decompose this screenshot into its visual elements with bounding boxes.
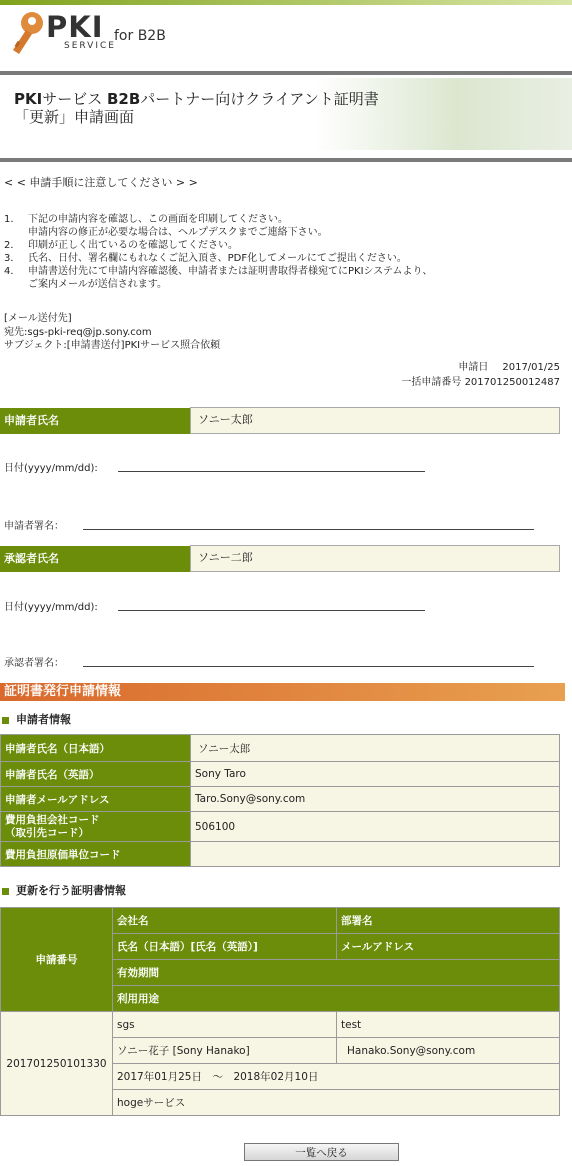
notice-heading: < < 申請手順に注意してください > > bbox=[4, 176, 198, 189]
step-text: 氏名、日付、署名欄にもれなくご記入頂き、PDF化してメールにてご提出ください。 bbox=[28, 253, 407, 264]
step-text: 印刷が正しく出ているのを確認してください。 bbox=[28, 240, 238, 251]
table-row bbox=[1, 812, 560, 842]
table-row bbox=[1, 842, 560, 867]
renew-info-heading: 更新を行う証明書情報 bbox=[2, 882, 126, 898]
approver-date-line bbox=[118, 609, 425, 611]
header-company: 会社名 bbox=[113, 908, 337, 934]
header-divider bbox=[0, 71, 572, 75]
step-text: ご案内メールが送信されます。 bbox=[28, 279, 167, 290]
mail-destination: [メール送付先] 宛先:sgs-pki-req@jp.sony.com サブジェクト:[申請書送付]PKIサービス照合依頼 bbox=[4, 313, 221, 351]
record-validity: 2017年01月25日 ～ 2018年02月10日 bbox=[113, 1064, 560, 1090]
title-divider bbox=[0, 158, 572, 162]
header-usage: 利用用途 bbox=[113, 986, 560, 1012]
batch-request-number: 201701250012487 bbox=[464, 377, 560, 388]
top-accent-line bbox=[0, 0, 572, 5]
approver-sign-label: 承認者署名： bbox=[4, 658, 64, 669]
step-text: 申請書送付先にて申請内容確認後、申請者または証明書取得者様宛てにPKIシステムより、 bbox=[28, 266, 433, 277]
row-label: 費用負担原価単位コード bbox=[1, 842, 191, 867]
step-text: 申請内容の修正が必要な場合は、ヘルプデスクまでご連絡下さい。 bbox=[28, 227, 328, 238]
request-meta: 申請日 2017/01/25 一括申請番号 201701250012487 bbox=[401, 362, 560, 388]
approver-name-label: 承認者氏名 bbox=[0, 546, 190, 572]
back-to-list-button[interactable]: 一覧へ戻る bbox=[244, 1143, 399, 1161]
record-name: ソニー花子 [Sony Hanako] bbox=[113, 1038, 337, 1064]
applicant-date-line bbox=[118, 470, 425, 472]
table-row bbox=[1, 762, 560, 787]
applicant-name-value: ソニー太郎 bbox=[190, 407, 560, 434]
logo-suffix: for B2B bbox=[114, 28, 166, 44]
row-label: 申請者氏名（英語） bbox=[1, 762, 191, 787]
record-company: sgs bbox=[113, 1012, 337, 1038]
applicant-info-table bbox=[0, 734, 560, 867]
approver-sign-line bbox=[83, 665, 534, 667]
record-usage: hogeサービス bbox=[113, 1090, 560, 1116]
row-label: 費用負担会社コード （取引先コード） bbox=[1, 812, 191, 842]
step-text: 下記の申請内容を確認し、この画面を印刷してください。 bbox=[28, 214, 288, 225]
approver-name-value: ソニー二郎 bbox=[190, 545, 560, 572]
applicant-date-label: 日付(yyyy/mm/dd): bbox=[4, 463, 98, 474]
header-validity: 有効期間 bbox=[113, 960, 560, 986]
table-row bbox=[1, 1012, 560, 1038]
procedure-steps: 1． 下記の申請内容を確認し、この画面を印刷してください。 申請内容の修正が必要な場合は、ヘルプデスクまでご連絡下さい。 2． 印刷が正しく出ているのを確認してください。 3． 氏名、日付、署名欄にもれなくご記入頂き、PDF化してメールにてご提出ください。 4． 申請書送付先にて申請内容確認後、申請者または証明書取得者様宛てにPKIシステムより、 ご案内メールが送信されます。 bbox=[4, 214, 433, 290]
applicant-info-heading: 申請者情報 bbox=[2, 711, 71, 727]
request-date: 2017/01/25 bbox=[502, 362, 560, 373]
row-value: ソニー太郎 bbox=[191, 735, 560, 762]
header-name: 氏名（日本語）[氏名（英語）] bbox=[113, 934, 337, 960]
record-email: Hanako.Sony@sony.com bbox=[337, 1038, 560, 1064]
renew-cert-table bbox=[0, 907, 560, 1116]
header-email: メールアドレス bbox=[337, 934, 560, 960]
table-row bbox=[1, 735, 560, 762]
logo-pki-text: PKI bbox=[46, 10, 104, 44]
section-square-icon bbox=[2, 717, 9, 724]
applicant-name-label: 申請者氏名 bbox=[0, 408, 190, 434]
record-dept: test bbox=[337, 1012, 560, 1038]
applicant-sign-label: 申請者署名： bbox=[4, 521, 64, 532]
row-label: 申請者氏名（日本語） bbox=[1, 735, 191, 762]
applicant-sign-line bbox=[83, 528, 534, 530]
row-value: Taro.Sony@sony.com bbox=[191, 787, 560, 812]
issue-info-bar: 証明書発行申請情報 bbox=[0, 683, 565, 701]
header-request-no: 申請番号 bbox=[1, 908, 113, 1012]
table-row bbox=[1, 787, 560, 812]
section-square-icon bbox=[2, 888, 9, 895]
row-value bbox=[191, 842, 560, 867]
logo-service-text: SERVICE bbox=[64, 41, 116, 51]
record-request-no: 201701250101330 bbox=[1, 1012, 113, 1116]
row-value: Sony Taro bbox=[191, 762, 560, 787]
header-dept: 部署名 bbox=[337, 908, 560, 934]
page-title: PKIサービス B2Bパートナー向けクライアント証明書 「更新」申請画面 bbox=[14, 90, 379, 126]
approver-date-label: 日付(yyyy/mm/dd): bbox=[4, 602, 98, 613]
key-logo-icon bbox=[10, 10, 46, 56]
row-value: 506100 bbox=[191, 812, 560, 842]
row-label: 申請者メールアドレス bbox=[1, 787, 191, 812]
